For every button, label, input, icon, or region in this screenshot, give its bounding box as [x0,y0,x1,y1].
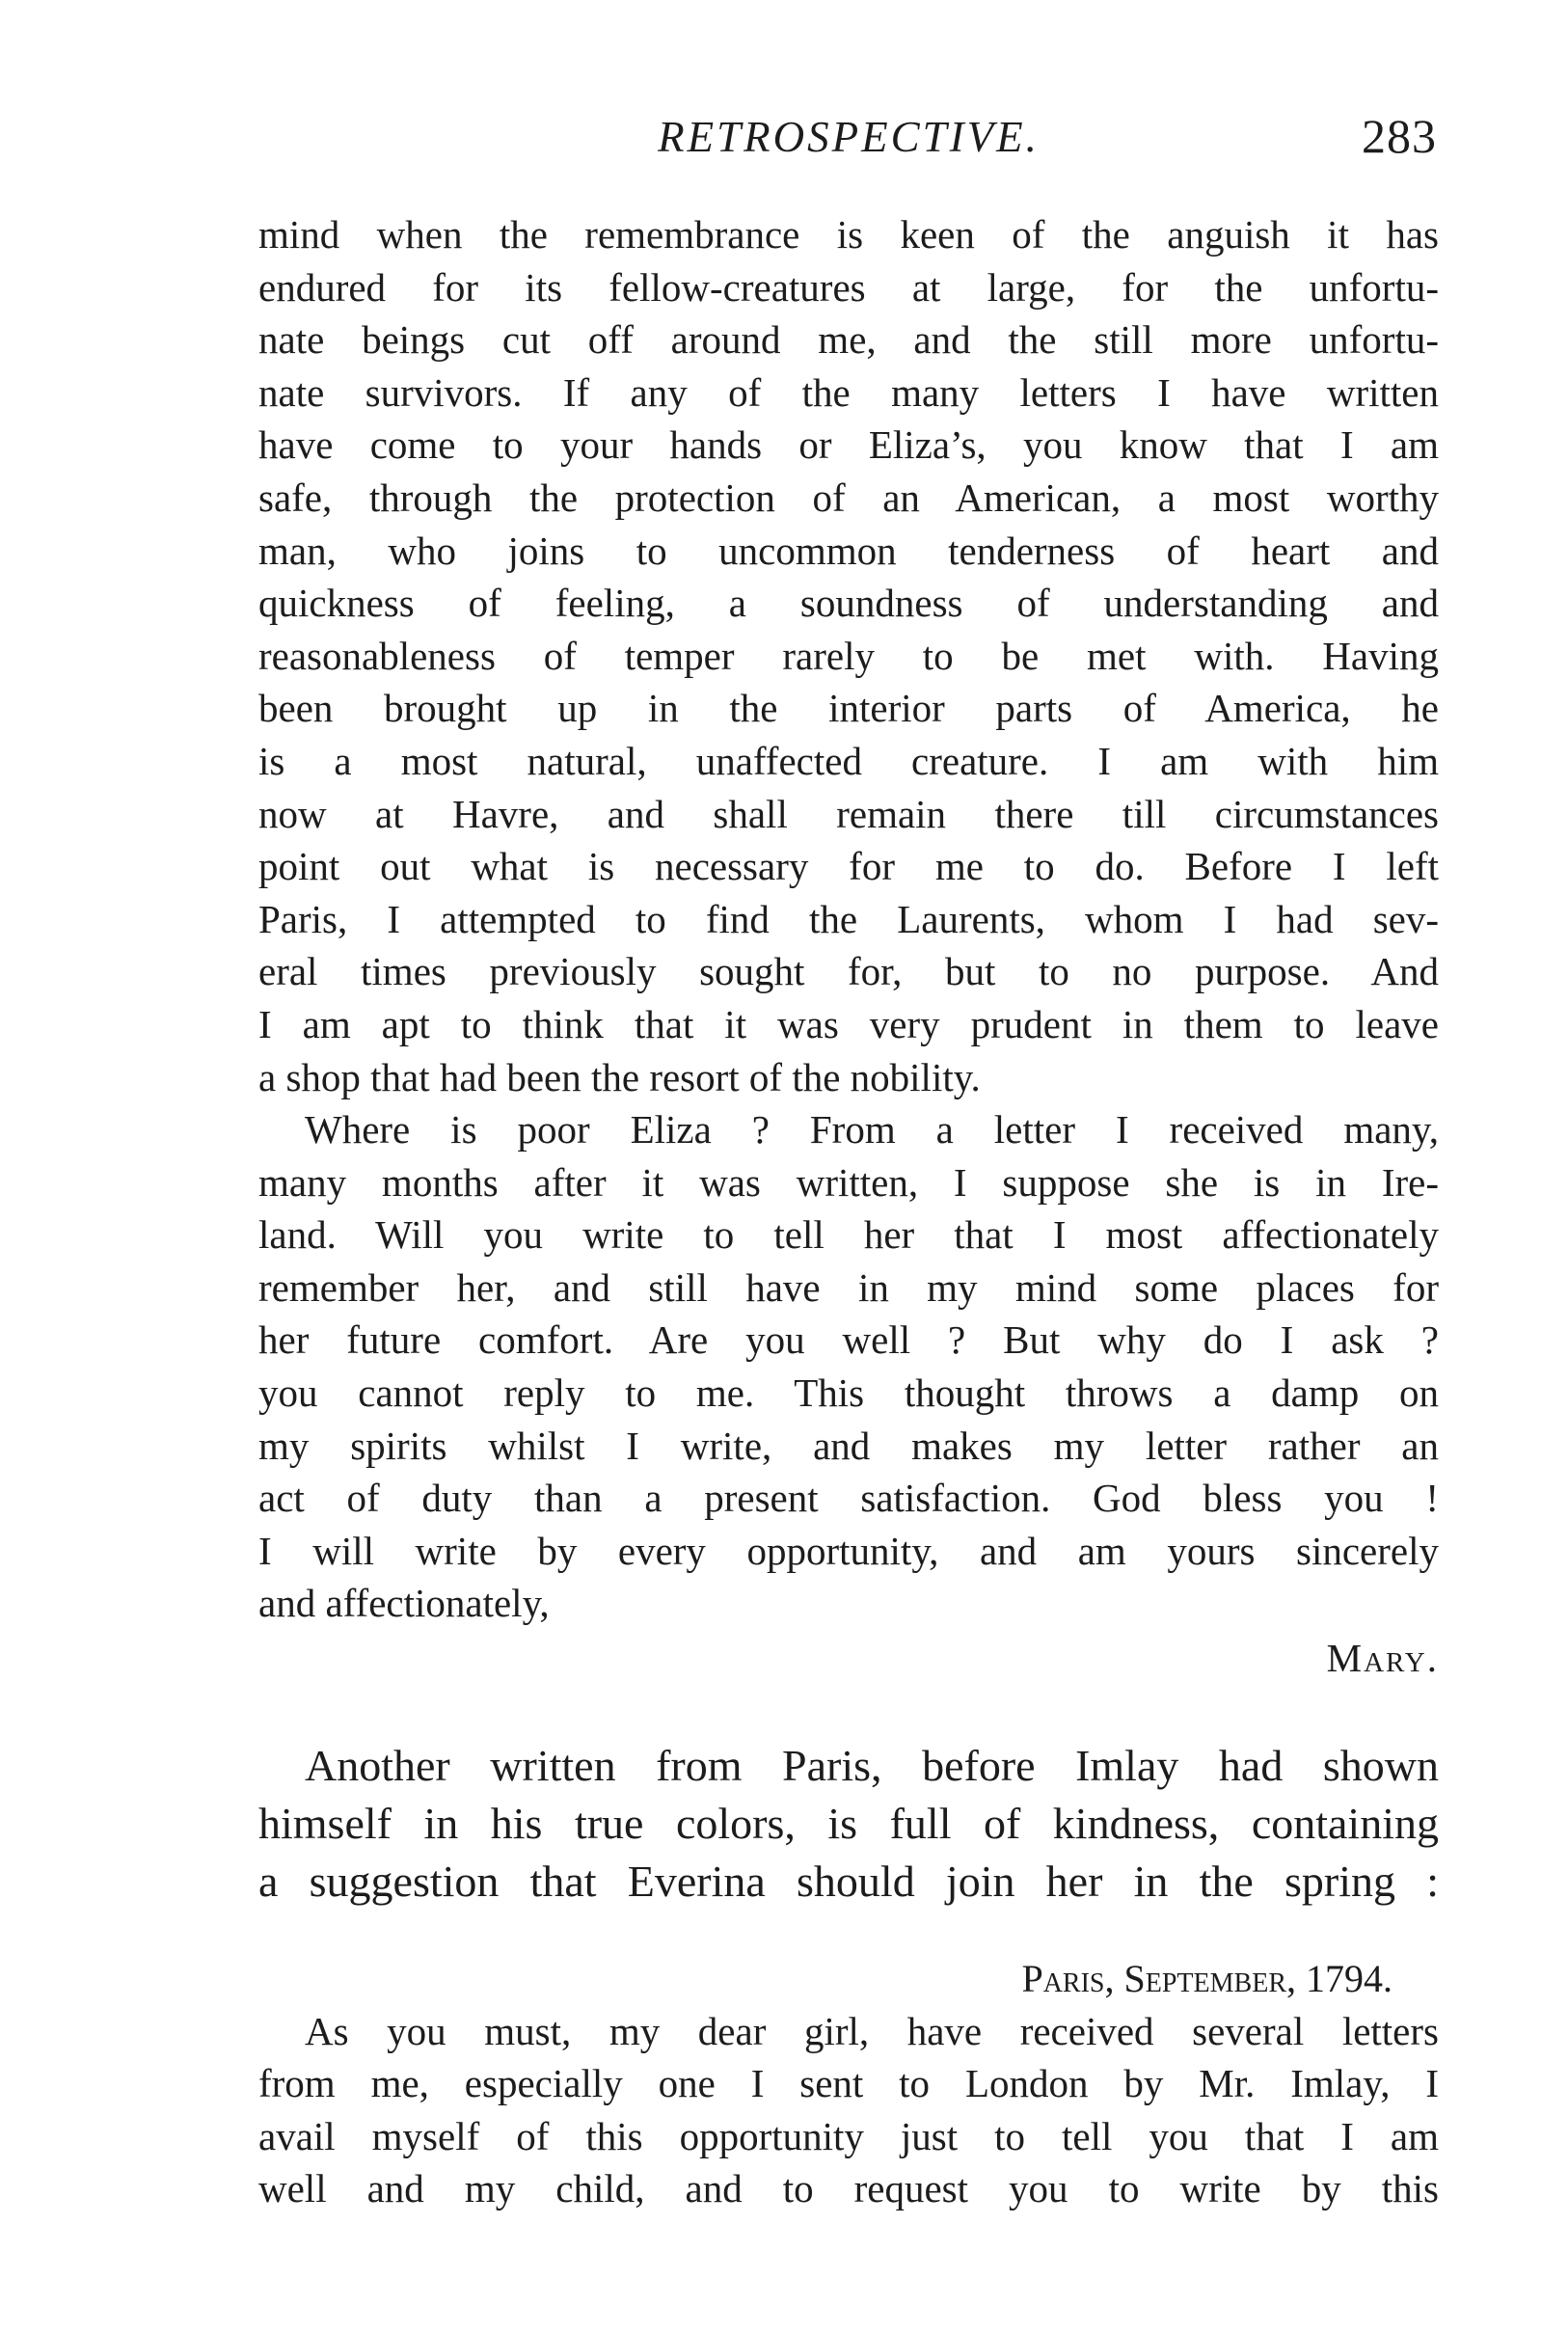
running-title: RETROSPECTIVE. [658,113,1040,161]
text-line: have come to your hands or Eliza’s, you know that I am [258,422,1439,468]
text-line: remember her, and still have in my mind some places for [258,1264,1439,1310]
letter-dateline: Paris, September, 1794. [1021,1956,1392,2000]
text-line: I will write by every opportunity, and am yours sincerely [258,1528,1439,1573]
text-line: reasonableness of temper rarely to be met with. Having [258,633,1439,678]
text-line: from me, especially one I sent to London by Mr. Imlay, I [258,2061,1439,2106]
text-line: and affectionately, [258,1581,550,1626]
letter-signature: Mary. [1326,1636,1439,1681]
text-line: Another written from Paris, before Imlay had shown [305,1740,1439,1790]
text-line: many months after it was written, I suppose she is in Ire- [258,1159,1439,1205]
text-line: is a most natural, unaffected creature. I am with him [258,738,1439,783]
text-line: Where is poor Eliza ? From a letter I received many, [305,1107,1439,1153]
text-line: I am apt to think that it was very prudent in them to leave [258,1001,1439,1046]
text-line: well and my child, and to request you to write by this [258,2166,1439,2211]
text-line: you cannot reply to me. This thought throws a damp on [258,1370,1439,1416]
text-line: himself in his true colors, is full of kindness, containing [258,1798,1439,1848]
text-line: safe, through the protection of an American, a most worthy [258,475,1439,520]
letter-continuation [258,208,1439,1685]
text-line: been brought up in the interior parts of America, he [258,686,1439,731]
text-line: avail myself of this opportunity just to tell you that I am [258,2113,1439,2158]
text-line: land. Will you write to tell her that I most affectionately [258,1212,1439,1258]
text-line: As you must, my dear girl, have received several letters [305,2008,1439,2053]
text-line: nate survivors. If any of the many letters I have written [258,369,1439,415]
text-line: a shop that had been the resort of the nobility. [258,1054,981,1099]
narrative-paragraph [258,1737,1439,1911]
letter-paris [258,1953,1439,2215]
text-line: act of duty than a present satisfaction. God bless you ! [258,1476,1439,1521]
text-line: mind when the remembrance is keen of the anguish it has [258,212,1439,257]
text-line: now at Havre, and shall remain there till circumstances [258,791,1439,836]
text-line: her future comfort. Are you well ? But why do I ask ? [258,1317,1439,1363]
text-line: my spirits whilst I write, and makes my letter rather an [258,1423,1439,1468]
text-line: endured for its fellow-creatures at large, for the unfortu- [258,264,1439,310]
text-line: man, who joins to uncommon tenderness of heart and [258,528,1439,573]
text-line: quickness of feeling, a soundness of understanding and [258,581,1439,626]
text-line: Paris, I attempted to find the Laurents, whom I had sev- [258,896,1439,941]
running-head [260,104,1437,172]
text-line: eral times previously sought for, but to no purpose. And [258,949,1439,994]
page-number: 283 [1362,109,1437,163]
text-block [258,208,1439,2215]
text-line: nate beings cut off around me, and the still more unfortu- [258,317,1439,363]
text-line: a suggestion that Everina should join her in the spring : [258,1856,1439,1906]
text-line: point out what is necessary for me to do. Before I left [258,844,1439,889]
